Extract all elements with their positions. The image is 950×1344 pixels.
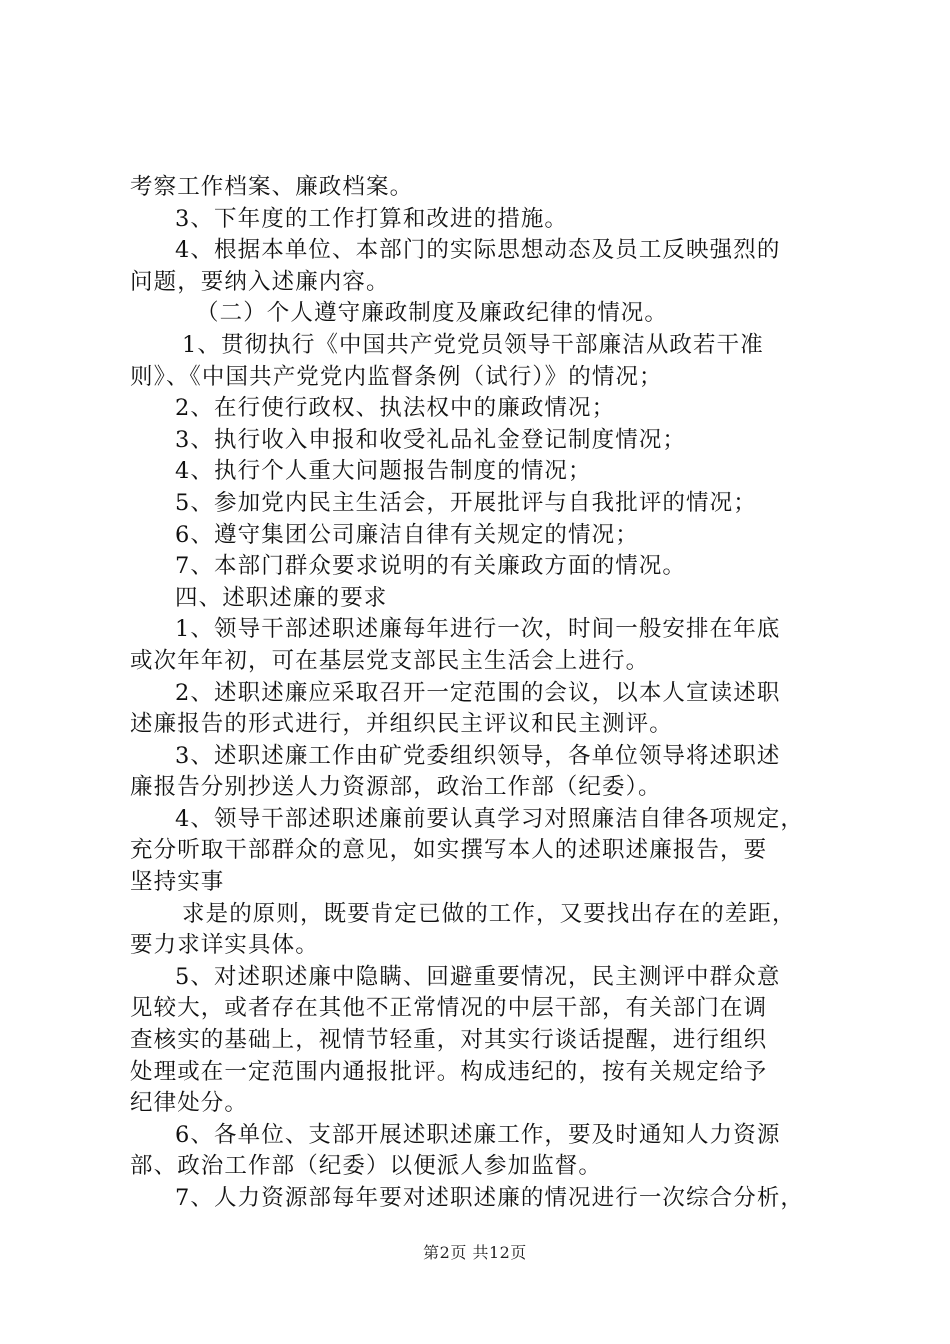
page-number: 第2页 共12页 [423, 1243, 527, 1262]
text-line: 6、遵守集团公司廉洁自律有关规定的情况； [175, 521, 639, 548]
text-line: 要力求详实具体。 [130, 932, 319, 959]
text-line: 4、领导干部述职述廉前要认真学习对照廉洁自律各项规定， [175, 805, 805, 832]
text-line: 6、各单位、支部开展述职述廉工作，要及时通知人力资源 [175, 1121, 781, 1148]
text-line: 见较大，或者存在其他不正常情况的中层干部，有关部门在调 [130, 995, 768, 1022]
section-heading: （二）个人遵守廉政制度及廉政纪律的情况。 [196, 300, 669, 327]
text-line: 或次年年初，可在基层党支部民主生活会上进行。 [130, 647, 650, 674]
text-line: 纪律处分。 [130, 1090, 249, 1117]
text-line: 4、根据本单位、本部门的实际思想动态及员工反映强烈的 [175, 237, 781, 264]
text-line: 2、在行使行政权、执法权中的廉政情况； [175, 395, 616, 422]
text-line: 部、政治工作部（纪委）以便派人参加监督。 [130, 1153, 603, 1180]
text-line: 5、参加党内民主生活会，开展批评与自我批评的情况； [175, 489, 757, 516]
text-line: 问题，要纳入述廉内容。 [130, 268, 390, 295]
text-line: 则》、《中国共产党党内监督条例（试行）》的情况； [130, 363, 663, 390]
text-line: 3、述职述廉工作由矿党委组织领导，各单位领导将述职述 [175, 742, 781, 769]
text-line: 廉报告分别抄送人力资源部，政治工作部（纪委）。 [130, 774, 662, 801]
text-line: 1、领导干部述职述廉每年进行一次，时间一般安排在年底 [175, 616, 781, 643]
text-line: 5、对述职述廉中隐瞒、回避重要情况，民主测评中群众意 [175, 963, 781, 990]
text-line: 查核实的基础上，视情节轻重，对其实行谈话提醒，进行组织 [130, 1027, 768, 1054]
text-line: 考察工作档案、廉政档案。 [130, 174, 414, 200]
text-line: 3、下年度的工作打算和改进的措施。 [175, 205, 569, 232]
text-line: 2、述职述廉应采取召开一定范围的会议，以本人宣读述职 [175, 679, 781, 706]
text-line: 述廉报告的形式进行，并组织民主评议和民主测评。 [130, 711, 673, 738]
text-line: 坚持实事 [130, 869, 225, 896]
text-line: 1、贯彻执行《中国共产党党员领导干部廉洁从政若干准 [182, 331, 764, 358]
section-heading: 四、述职述廉的要求 [175, 584, 388, 611]
text-line: 7、人力资源部每年要对述职述廉的情况进行一次综合分析， [175, 1185, 805, 1211]
text-line: 4、执行个人重大问题报告制度的情况； [175, 458, 592, 485]
text-line: 3、执行收入申报和收受礼品礼金登记制度情况； [175, 426, 687, 453]
document-body [130, 172, 835, 1215]
text-line: 充分听取干部群众的意见，如实撰写本人的述职述廉报告，要 [130, 837, 768, 864]
text-line: 7、本部门群众要求说明的有关廉政方面的情况。 [175, 553, 687, 580]
text-line: 求是的原则，既要肯定已做的工作，又要找出存在的差距， [182, 900, 796, 927]
text-line: 处理或在一定范围内通报批评。构成违纪的，按有关规定给予 [130, 1058, 768, 1085]
